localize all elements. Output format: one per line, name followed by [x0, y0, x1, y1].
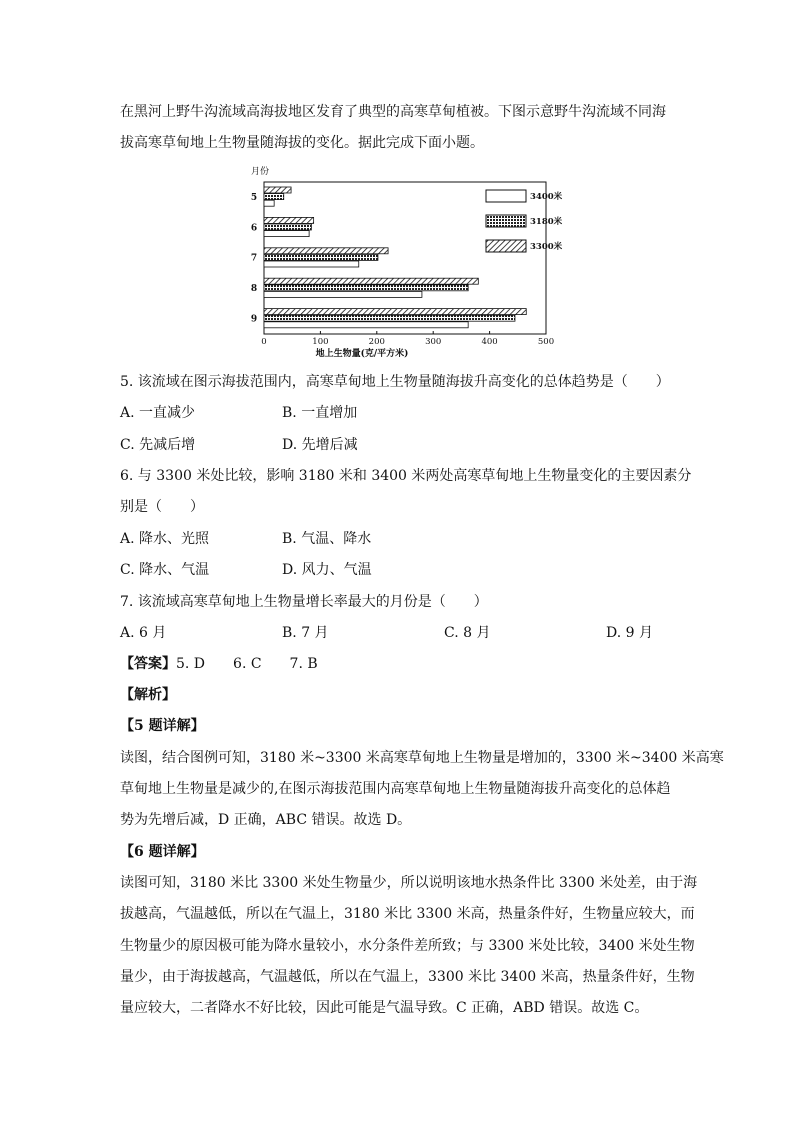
month-label: 6: [250, 223, 258, 234]
legend-label: 3400米: [530, 192, 563, 202]
x-tick-label: 500: [537, 337, 555, 347]
legend-label: 3300米: [530, 242, 563, 252]
q6-detail-line-2: 拔越高，气温越低，所以在气温上，3180 米比 3300 米高，热量条件好，生物量应较大，而: [120, 906, 695, 922]
q5-option-d: D. 先增后减: [282, 437, 358, 453]
q6-detail-line-1: 读图可知，3180 米比 3300 米处生物量少，所以说明该地水热条件比 3300 米处差，由于海: [120, 875, 698, 891]
legend-swatch-3300米: [486, 240, 526, 252]
q6-option-a: A. 降水、光照: [120, 531, 210, 547]
legend-swatch-3180米: [486, 215, 526, 227]
q6-detail-line-3: 生物量少的原因极可能为降水量较小，水分条件差所致；与 3300 米处比较，3400 米处生物: [120, 938, 695, 954]
month-label: 8: [250, 284, 258, 295]
x-axis-title: 地上生物量(克/平方米): [315, 349, 409, 359]
bar-3300米-6: [264, 217, 314, 223]
bar-3180米-6: [264, 224, 311, 230]
q6-detail-line-5: 量应较大，二者降水不好比较，因此可能是气温导致。C 正确，ABD 错误。故选 C。: [120, 1000, 649, 1016]
q7-option-d: D. 9 月: [606, 625, 653, 641]
y-axis-title: 月份: [250, 167, 270, 177]
answer-line: [120, 656, 318, 672]
bar-3300米-7: [264, 248, 388, 254]
q6-option-d: D. 风力、气温: [282, 562, 372, 578]
month-label: 7: [250, 253, 258, 264]
q5-option-c: C. 先减后增: [120, 437, 196, 453]
q7-stem: 7. 该流域高寒草甸地上生物量增长率最大的月份是（ ）: [120, 594, 488, 610]
month-label: 9: [250, 314, 258, 325]
q5-detail-line-3: 势为先增后减，D 正确，ABC 错误。故选 D。: [120, 812, 412, 828]
q5-stem: 5. 该流域在图示海拔范围内，高寒草甸地上生物量随海拔升高变化的总体趋势是（ ）: [120, 374, 670, 390]
x-tick-label: 0: [261, 337, 267, 347]
x-tick-label: 300: [425, 337, 442, 347]
q6-stem-2: 别是（ ）: [120, 499, 204, 515]
analysis-label: 【解析】: [120, 687, 176, 703]
q7-option-a: A. 6 月: [120, 625, 167, 641]
bar-3400米-5: [264, 200, 274, 206]
q6-detail-line-4: 量少，由于海拔越高，气温越低，所以在气温上，3300 米比 3400 米高，热量条件好，生物: [120, 969, 695, 985]
answer-text: 5. D 6. C 7. B: [176, 656, 318, 672]
bar-3180米-9: [264, 315, 515, 321]
q6-option-b: B. 气温、降水: [282, 531, 372, 547]
legend-swatch-3400米: [486, 190, 526, 202]
q6-stem-1: 6. 与 3300 米处比较，影响 3180 米和 3400 米两处高寒草甸地上生物量变化的主要因素分: [120, 468, 692, 484]
bar-3400米-8: [264, 291, 422, 297]
q6-detail-label: 【6 题详解】: [120, 844, 205, 860]
bar-3180米-8: [264, 285, 468, 291]
q7-option-b: B. 7 月: [282, 625, 329, 641]
bar-3400米-7: [264, 261, 359, 267]
q6-option-c: C. 降水、气温: [120, 562, 210, 578]
intro-line-2: 拔高寒草甸地上生物量随海拔的变化。据此完成下面小题。: [120, 135, 484, 151]
bar-3180米-5: [264, 194, 284, 200]
q5-option-a: A. 一直减少: [120, 405, 196, 421]
q5-detail-line-1: 读图，结合图例可知，3180 米~3300 米高寒草甸地上生物量是增加的，3300 米~3400 米高寒: [120, 750, 724, 766]
bar-3300米-9: [264, 309, 526, 315]
biomass-bar-chart: [232, 162, 568, 364]
q5-detail-line-2: 草甸地上生物量是减少的,在图示海拔范围内高寒草甸地上生物量随海拔升高变化的总体趋: [120, 781, 671, 797]
legend-label: 3180米: [530, 217, 563, 227]
q7-option-c: C. 8 月: [444, 625, 491, 641]
x-tick-label: 400: [481, 337, 498, 347]
x-tick-label: 200: [368, 337, 385, 347]
q5-option-b: B. 一直增加: [282, 405, 358, 421]
bar-3300米-5: [264, 187, 291, 193]
bar-3180米-7: [264, 254, 378, 260]
intro-line-1: 在黑河上野牛沟流域高海拔地区发育了典型的高寒草甸植被。下图示意野牛沟流域不同海: [120, 104, 666, 120]
q5-detail-label: 【5 题详解】: [120, 718, 205, 734]
answer-label: 【答案】: [120, 656, 176, 672]
bar-3400米-6: [264, 231, 309, 237]
month-label: 5: [250, 192, 258, 203]
bar-3400米-9: [264, 322, 468, 328]
x-tick-label: 100: [312, 337, 329, 347]
bar-3300米-8: [264, 278, 478, 284]
